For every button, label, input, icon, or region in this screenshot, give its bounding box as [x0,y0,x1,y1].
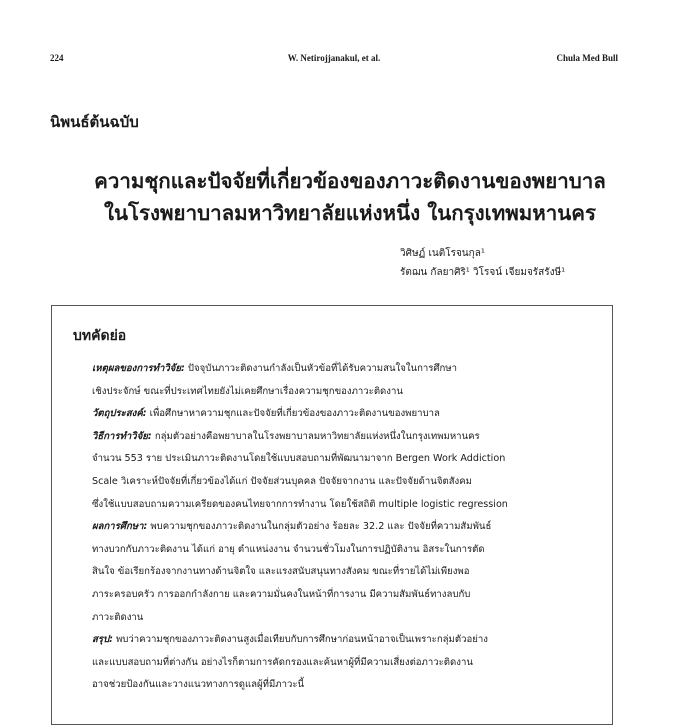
abstract-line: อาจช่วยป้องกันและวางแนวทางการดูแลผู้ที่มีภาวะนี้ [92,679,305,691]
results-label: ผลการศึกษา: [92,521,148,533]
abstract-line: เชิงประจักษ์ ขณะที่ประเทศไทยยังไม่เคยศึกษาเรื่องความชุกของภาวะติดงาน [92,385,403,397]
abstract-line: ผลการศึกษา: พบความชุกของภาวะติดงานในกลุ่มตัวอย่าง ร้อยละ 32.2 และ ปัจจัยที่ความสัมพันธ์ [92,521,492,533]
abstract-line: ภาวะติดงาน [92,611,144,623]
title-line-1: ความชุกและปัจจัยที่เกี่ยวข้องของภาวะติดงานของพยาบาล [94,169,606,193]
methods-label: วิธีการทำวิจัย: [92,430,152,442]
abstract-line: สินใจ ข้อเรียกร้องจากงานทางด้านจิตใจ และแรงสนับสนุนทางสังคม ขณะที่รายได้ไม่เพียงพอ [92,566,470,578]
page-number: 224 [50,53,64,63]
abstract-line: วิธีการทำวิจัย: กลุ่มตัวอย่างคือพยาบาลในโรงพยาบาลมหาวิทยาลัยแห่งหนึ่งในกรุงเทพมหานคร [92,430,480,442]
title-line-2: ในโรงพยาบาลมหาวิทยาลัยแห่งหนึ่ง ในกรุงเทพมหานคร [103,201,596,225]
abstract-line: เหตุผลของการทำวิจัย: ปัจจุบันภาวะติดงานกำลังเป็นหัวข้อที่ได้รับความสนใจในการศึกษา [92,363,458,374]
running-authors: W. Netirojjanakul, et al. [287,53,381,63]
paper-title [40,165,660,229]
abstract-line: วัตถุประสงค์: เพื่อศึกษาหาความชุกและปัจจัยที่เกี่ยวข้องของภาวะติดงานของพยาบาล [92,408,440,420]
abstract-line: และแบบสอบถามที่ต่างกัน อย่างไรก็ตามการคัดกรองและค้นหาผู้ที่มีความเสี่ยงต่อภาวะติดงาน [92,656,473,668]
abstract-body [92,358,592,697]
abstract-line: ทางบวกกับภาวะติดงาน ได้แก่ อายุ ตำแหน่งงาน จำนวนชั่วโมงในการปฏิบัติงาน อิสระในการตัด [92,543,485,555]
author-line-2: รัตฌน กัลยาศิริ¹ วิโรจน์ เจียมจรัสรังษี¹ [400,267,566,278]
abstract-heading: บทคัดย่อ [73,328,127,344]
abstract-line: จำนวน 553 ราย ประเมินภาวะติดงานโดยใช้แบบสอบถามที่พัฒนามาจาก Bergen Work Addiction [92,453,506,465]
abstract-line: สรุป: พบว่าความชุกของภาวะติดงานสูงเมื่อเทียบกับการศึกษาก่อนหน้าอาจเป็นเพราะกลุ่มตัวอย่าง [92,634,488,646]
article-type: นิพนธ์ต้นฉบับ [50,113,139,131]
author-list [400,244,612,282]
abstract-line: Scale วิเคราะห์ปัจจัยที่เกี่ยวข้องได้แก่ ปัจจัยส่วนบุคคล ปัจจัยจากงาน และปัจจัยด้านจิตสังคม [92,475,472,487]
author-line-1: วิศิษฏ์ เนติโรจนกุล¹ [400,248,485,259]
abstract-line: ซึ่งใช้แบบสอบถามความเครียดของคนไทยจากการทำงาน โดยใช้สถิติ multiple logistic regression [92,498,508,510]
abstract-line: ภาระครอบครัว การออกกำลังกาย และความมั่นคงในหน้าที่การงาน มีความสัมพันธ์ทางลบกับ [92,588,471,600]
conclusion-label: สรุป: [92,634,113,646]
objective-label: วัตถุประสงค์: [92,408,147,420]
journal-name: Chula Med Bull [556,53,618,63]
background-label: เหตุผลของการทำวิจัย: [92,363,185,374]
